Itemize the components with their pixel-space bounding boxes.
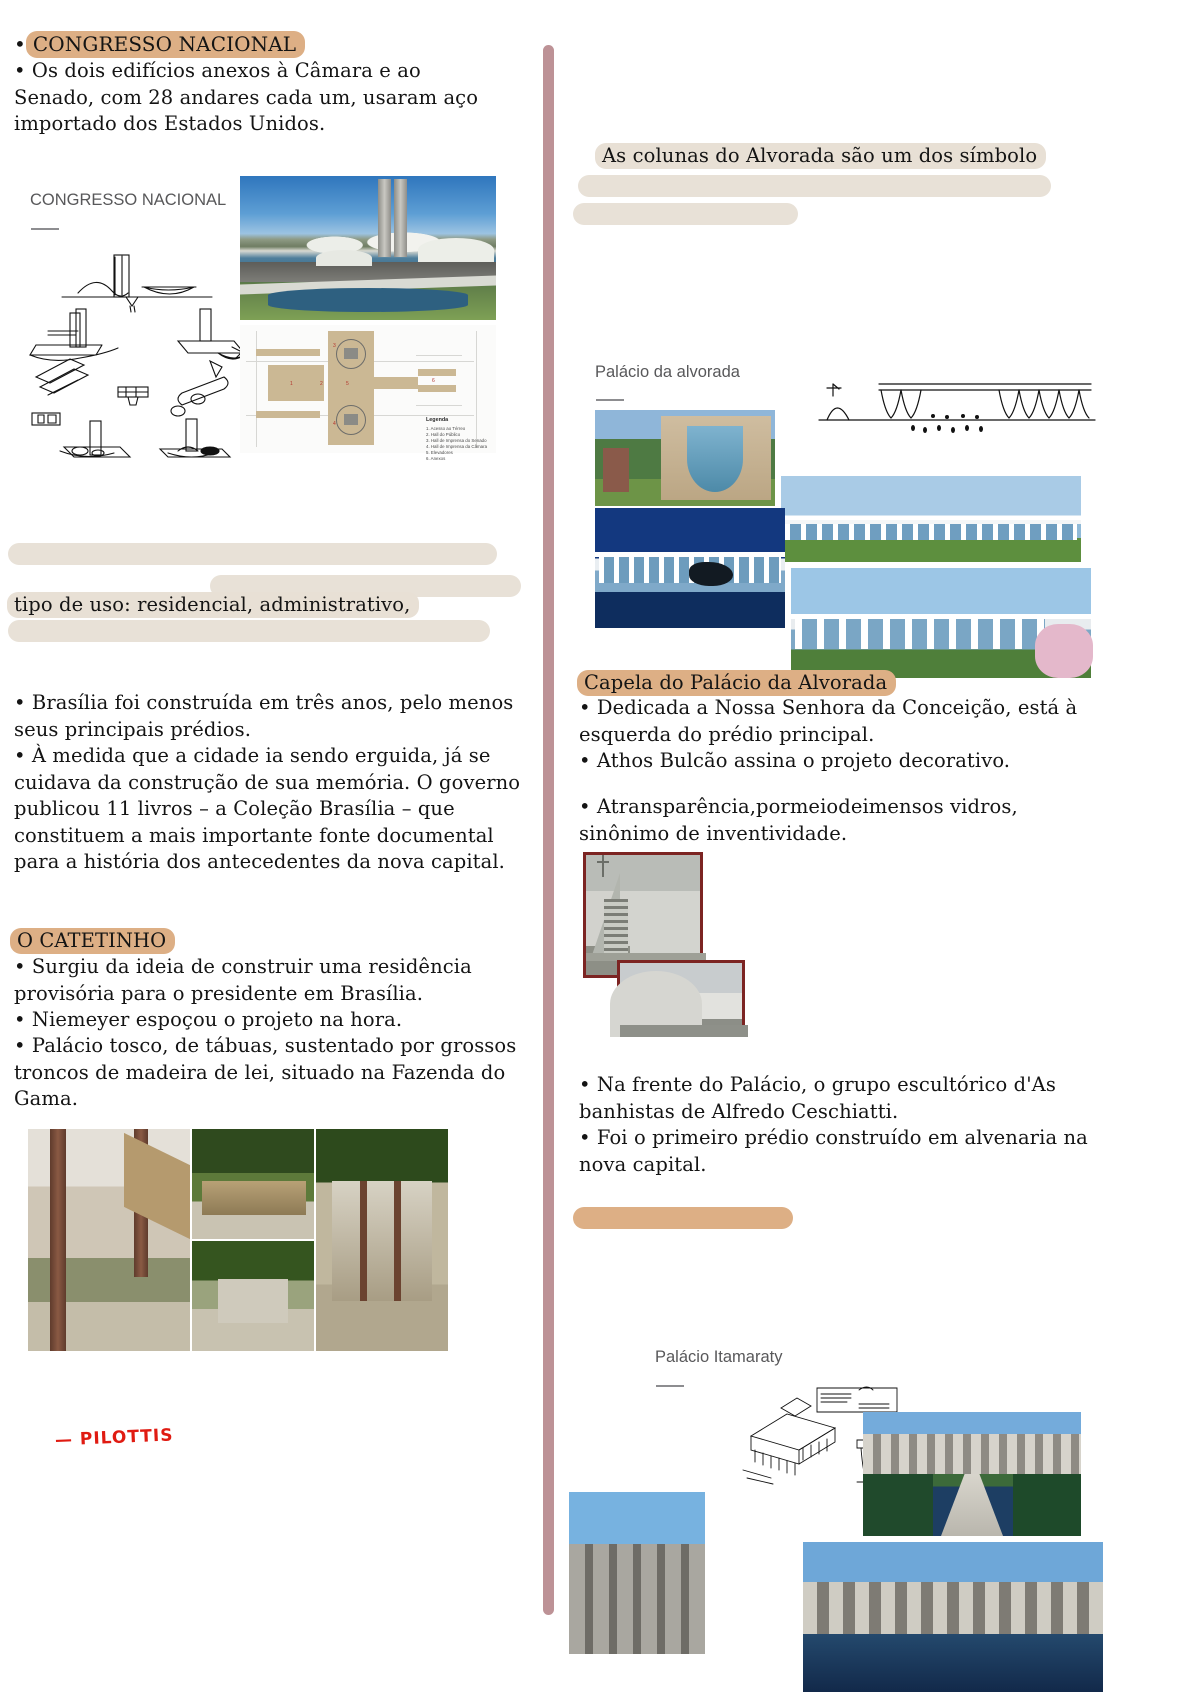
photo-itamaraty-walkway xyxy=(863,1412,1081,1536)
photo-catetinho-stairs xyxy=(192,1241,314,1351)
plan-number-5: 5 xyxy=(346,381,349,387)
heading-catetinho xyxy=(10,928,175,955)
plan-legend-item: 2. Hall do Público xyxy=(426,432,461,437)
heading-capela xyxy=(577,670,896,697)
photo-catetinho-pilotis xyxy=(28,1129,190,1351)
right-column xyxy=(565,0,1183,1654)
photo-itamaraty-reflection xyxy=(803,1542,1103,1692)
blank-highlight-bar-1 xyxy=(8,543,497,565)
plan-legend-item: 4. Hall de Imprensa da Câmara xyxy=(426,444,488,449)
photo-congresso-nacional xyxy=(240,176,496,320)
photo-alvorada-column-detail xyxy=(595,410,775,506)
heading-catetinho-label: O CATETINHO xyxy=(10,928,175,954)
blank-highlight-bar-tan xyxy=(573,1207,793,1229)
heading-colunas-label: As colunas do Alvorada são um dos símbolo xyxy=(595,143,1046,169)
plan-legend-item: 3. Hall de Imprensa do Senado xyxy=(426,438,487,443)
plan-number-6: 6 xyxy=(432,378,435,384)
plan-legend-item: 1. Acesso ao Térreo xyxy=(426,426,466,431)
plan-number-3: 3 xyxy=(333,343,336,349)
photo-strip-catetinho xyxy=(28,1129,448,1351)
photo-group-capela xyxy=(577,848,817,1038)
plan-legend xyxy=(426,417,494,462)
plan-congresso-nacional xyxy=(240,325,496,461)
bullet-glyph: • xyxy=(14,32,26,56)
handwritten-note-pilottis: — PILOTTIS xyxy=(54,1425,174,1451)
photo-catetinho-corridor xyxy=(316,1129,448,1351)
plan-number-4: 4 xyxy=(333,421,336,427)
plan-legend-item: 6. Anexos xyxy=(426,456,446,461)
heading-congresso-nacional xyxy=(14,31,534,58)
paragraph-memoria-colecao-brasilia: • À medida que a cidade ia sendo erguida, já se cuidava da construção de sua memória. O governo publicou 11 livros – a Coleção Brasília – que constituem a mais importante fonte documental para a história dos antecedentes da nova capital. xyxy=(14,744,521,873)
paragraph-banhistas-ceschiatti: • Na frente do Palácio, o grupo escultórico d'As banhistas de Alfredo Ceschiatti. xyxy=(579,1073,1056,1123)
blank-highlight-bar-3 xyxy=(8,620,490,642)
slide-palacio-itamaraty xyxy=(585,1320,1183,1654)
slide-title-alvorada: Palácio da alvorada xyxy=(595,363,740,381)
photo-itamaraty-arches-closeup xyxy=(569,1492,705,1654)
paragraph-catetinho-residencia: • Surgiu da ideia de construir uma residência provisória para o presidente em Brasília. xyxy=(14,955,472,1005)
plan-legend-item: 5. Elevadores xyxy=(426,450,453,455)
paragraph-transparencia: • Atransparência,pormeiodeimensos vidros, sinônimo de inventividade. xyxy=(579,795,1018,845)
slide-congresso-nacional xyxy=(14,167,522,461)
plan-number-1: 1 xyxy=(290,381,293,387)
slide-rule xyxy=(596,399,624,401)
blank-highlight-bar-4 xyxy=(578,175,1051,197)
paragraph-capela-dedicada: • Dedicada a Nossa Senhora da Conceição, está à esquerda do prédio principal. xyxy=(579,696,1078,746)
paragraph-catetinho-niemeyer: • Niemeyer espoçou o projeto na hora. xyxy=(14,1008,403,1031)
photo-capela-curve xyxy=(617,960,745,1034)
slide-rule xyxy=(656,1385,684,1387)
paragraph-primeiro-predio-alvenaria: • Foi o primeiro prédio construído em alvenaria na nova capital. xyxy=(579,1126,1088,1176)
blank-highlight-bar-5 xyxy=(573,203,798,225)
paragraph-congresso-intro: • Os dois edifícios anexos à Câmara e ao Senado, com 28 andares cada um, usaram aço importado dos Estados Unidos. xyxy=(14,59,479,135)
paragraph-capela-athos-bulcao: • Athos Bulcão assina o projeto decorativo. xyxy=(579,749,1011,772)
sketch-congresso-studies xyxy=(18,235,266,457)
heading-colunas-alvorada xyxy=(595,143,1046,170)
paragraph-brasilia-tres-anos: • Brasília foi construída em três anos, pelo menos seus principais prédios. xyxy=(14,691,514,741)
heading-capela-label: Capela do Palácio da Alvorada xyxy=(577,670,896,696)
slide-palacio-alvorada xyxy=(585,348,1183,628)
left-column xyxy=(0,0,543,1654)
heading-congresso-label: CONGRESSO NACIONAL xyxy=(26,31,305,58)
paragraph-catetinho-palacio-tosco: • Palácio tosco, de tábuas, sustentado por grossos troncos de madeira de lei, situado na Fazenda do Gama. xyxy=(14,1034,517,1110)
tipo-de-uso-line xyxy=(7,592,527,619)
plan-number-2: 2 xyxy=(320,381,323,387)
sketch-alvorada-elevation xyxy=(813,376,1103,440)
slide-title-congresso: CONGRESSO NACIONAL xyxy=(30,191,227,209)
tipo-de-uso-label: tipo de uso: residencial, administrativo, xyxy=(7,592,419,618)
photo-catetinho-facade-top xyxy=(192,1129,314,1239)
slide-title-itamaraty: Palácio Itamaraty xyxy=(655,1348,783,1366)
photo-alvorada-facade-wide xyxy=(781,476,1081,562)
photo-alvorada-banhistas xyxy=(595,508,785,628)
slide-rule xyxy=(31,228,59,230)
photo-alvorada-spring xyxy=(791,568,1091,678)
column-divider xyxy=(543,45,554,1615)
plan-legend-title: Legenda xyxy=(426,417,449,423)
